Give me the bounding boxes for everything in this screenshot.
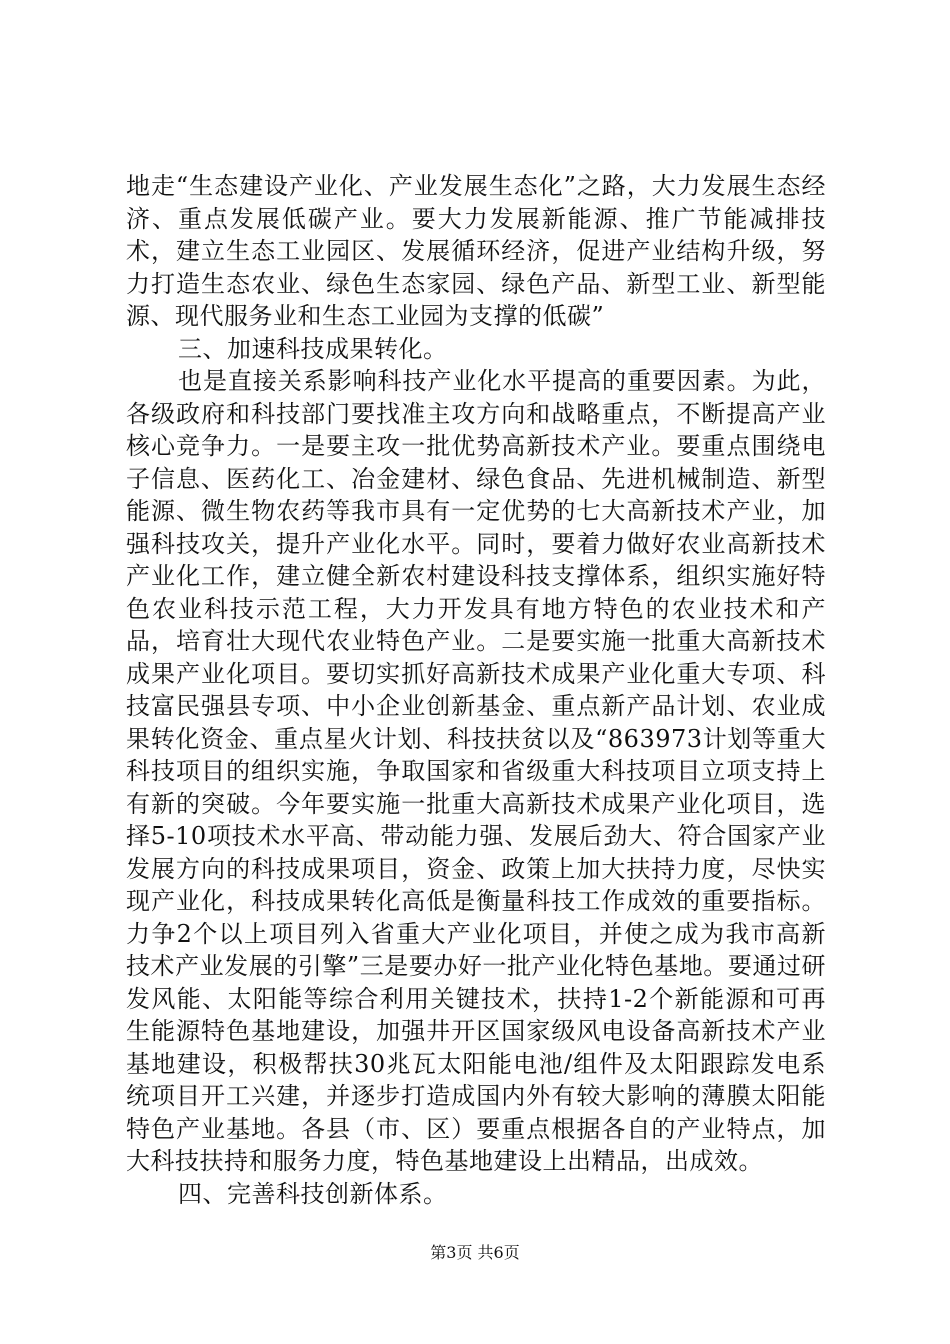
- section-heading-4: 四、完善科技创新体系。: [178, 1179, 448, 1208]
- document-body: [126, 170, 826, 1210]
- paragraph-continuation: 地走“生态建设产业化、产业发展生态化”之路，大力发展生态经济、重点发展低碳产业。要大力发展新能源、推广节能减排技术，建立生态工业园区、发展循环经济，促进产业结构升级，努力打造生态农业、绿色生态家园、绿色产品、新型工业、新型能源、现代服务业和生态工业园为支撑的低碳”: [126, 172, 826, 330]
- section-heading-3: 三、加速科技成果转化。: [178, 334, 448, 363]
- page-footer: 第3页 共6页: [430, 1243, 520, 1262]
- paragraph-body: 也是直接关系影响科技产业化水平提高的重要因素。为此，各级政府和科技部门要找准主攻方向和战略重点，不断提高产业核心竞争力。一是要主攻一批优势高新技术产业。要重点围绕电子信息、医药化工、冶金建材、绿色食品、先进机械制造、新型能源、微生物农药等我市具有一定优势的七大高新技术产业，加强科技攻关，提升产业化水平。同时，要着力做好农业高新技术产业化工作，建立健全新农村建设科技支撑体系，组织实施好特色农业科技示范工程，大力开发具有地方特色的农业技术和产品，培育壮大现代农业特色产业。二是要实施一批重大高新技术成果产业化项目。要切实抓好高新技术成果产业化重大专项、科技富民强县专项、中小企业创新基金、重点新产品计划、农业成果转化资金、重点星火计划、科技扶贫以及“863973计划等重大科技项目的组织实施，争取国家和省级重大科技项目立项支持上有新的突破。今年要实施一批重大高新技术成果产业化项目，选择5-10项技术水平高、带动能力强、发展后劲大、符合国家产业发展方向的科技成果项目，资金、政策上加大扶持力度，尽快实现产业化，科技成果转化高低是衡量科技工作成效的重要指标。力争2个以上项目列入省重大产业化项目，并使之成为我市高新技术产业发展的引擎”三是要办好一批产业化特色基地。要通过研发风能、太阳能等综合利用关键技术，扶持1-2个新能源和可再生能源特色基地建设，加强井开区国家级风电设备高新技术产业基地建设，积极帮扶30兆瓦太阳能电池/组件及太阳跟踪发电系统项目开工兴建，并逐步打造成国内外有较大影响的薄膜太阳能特色产业基地。各县（市、区）要重点根据各自的产业特点，加大科技扶持和服务力度，特色基地建设上出精品，出成效。: [126, 367, 826, 1175]
